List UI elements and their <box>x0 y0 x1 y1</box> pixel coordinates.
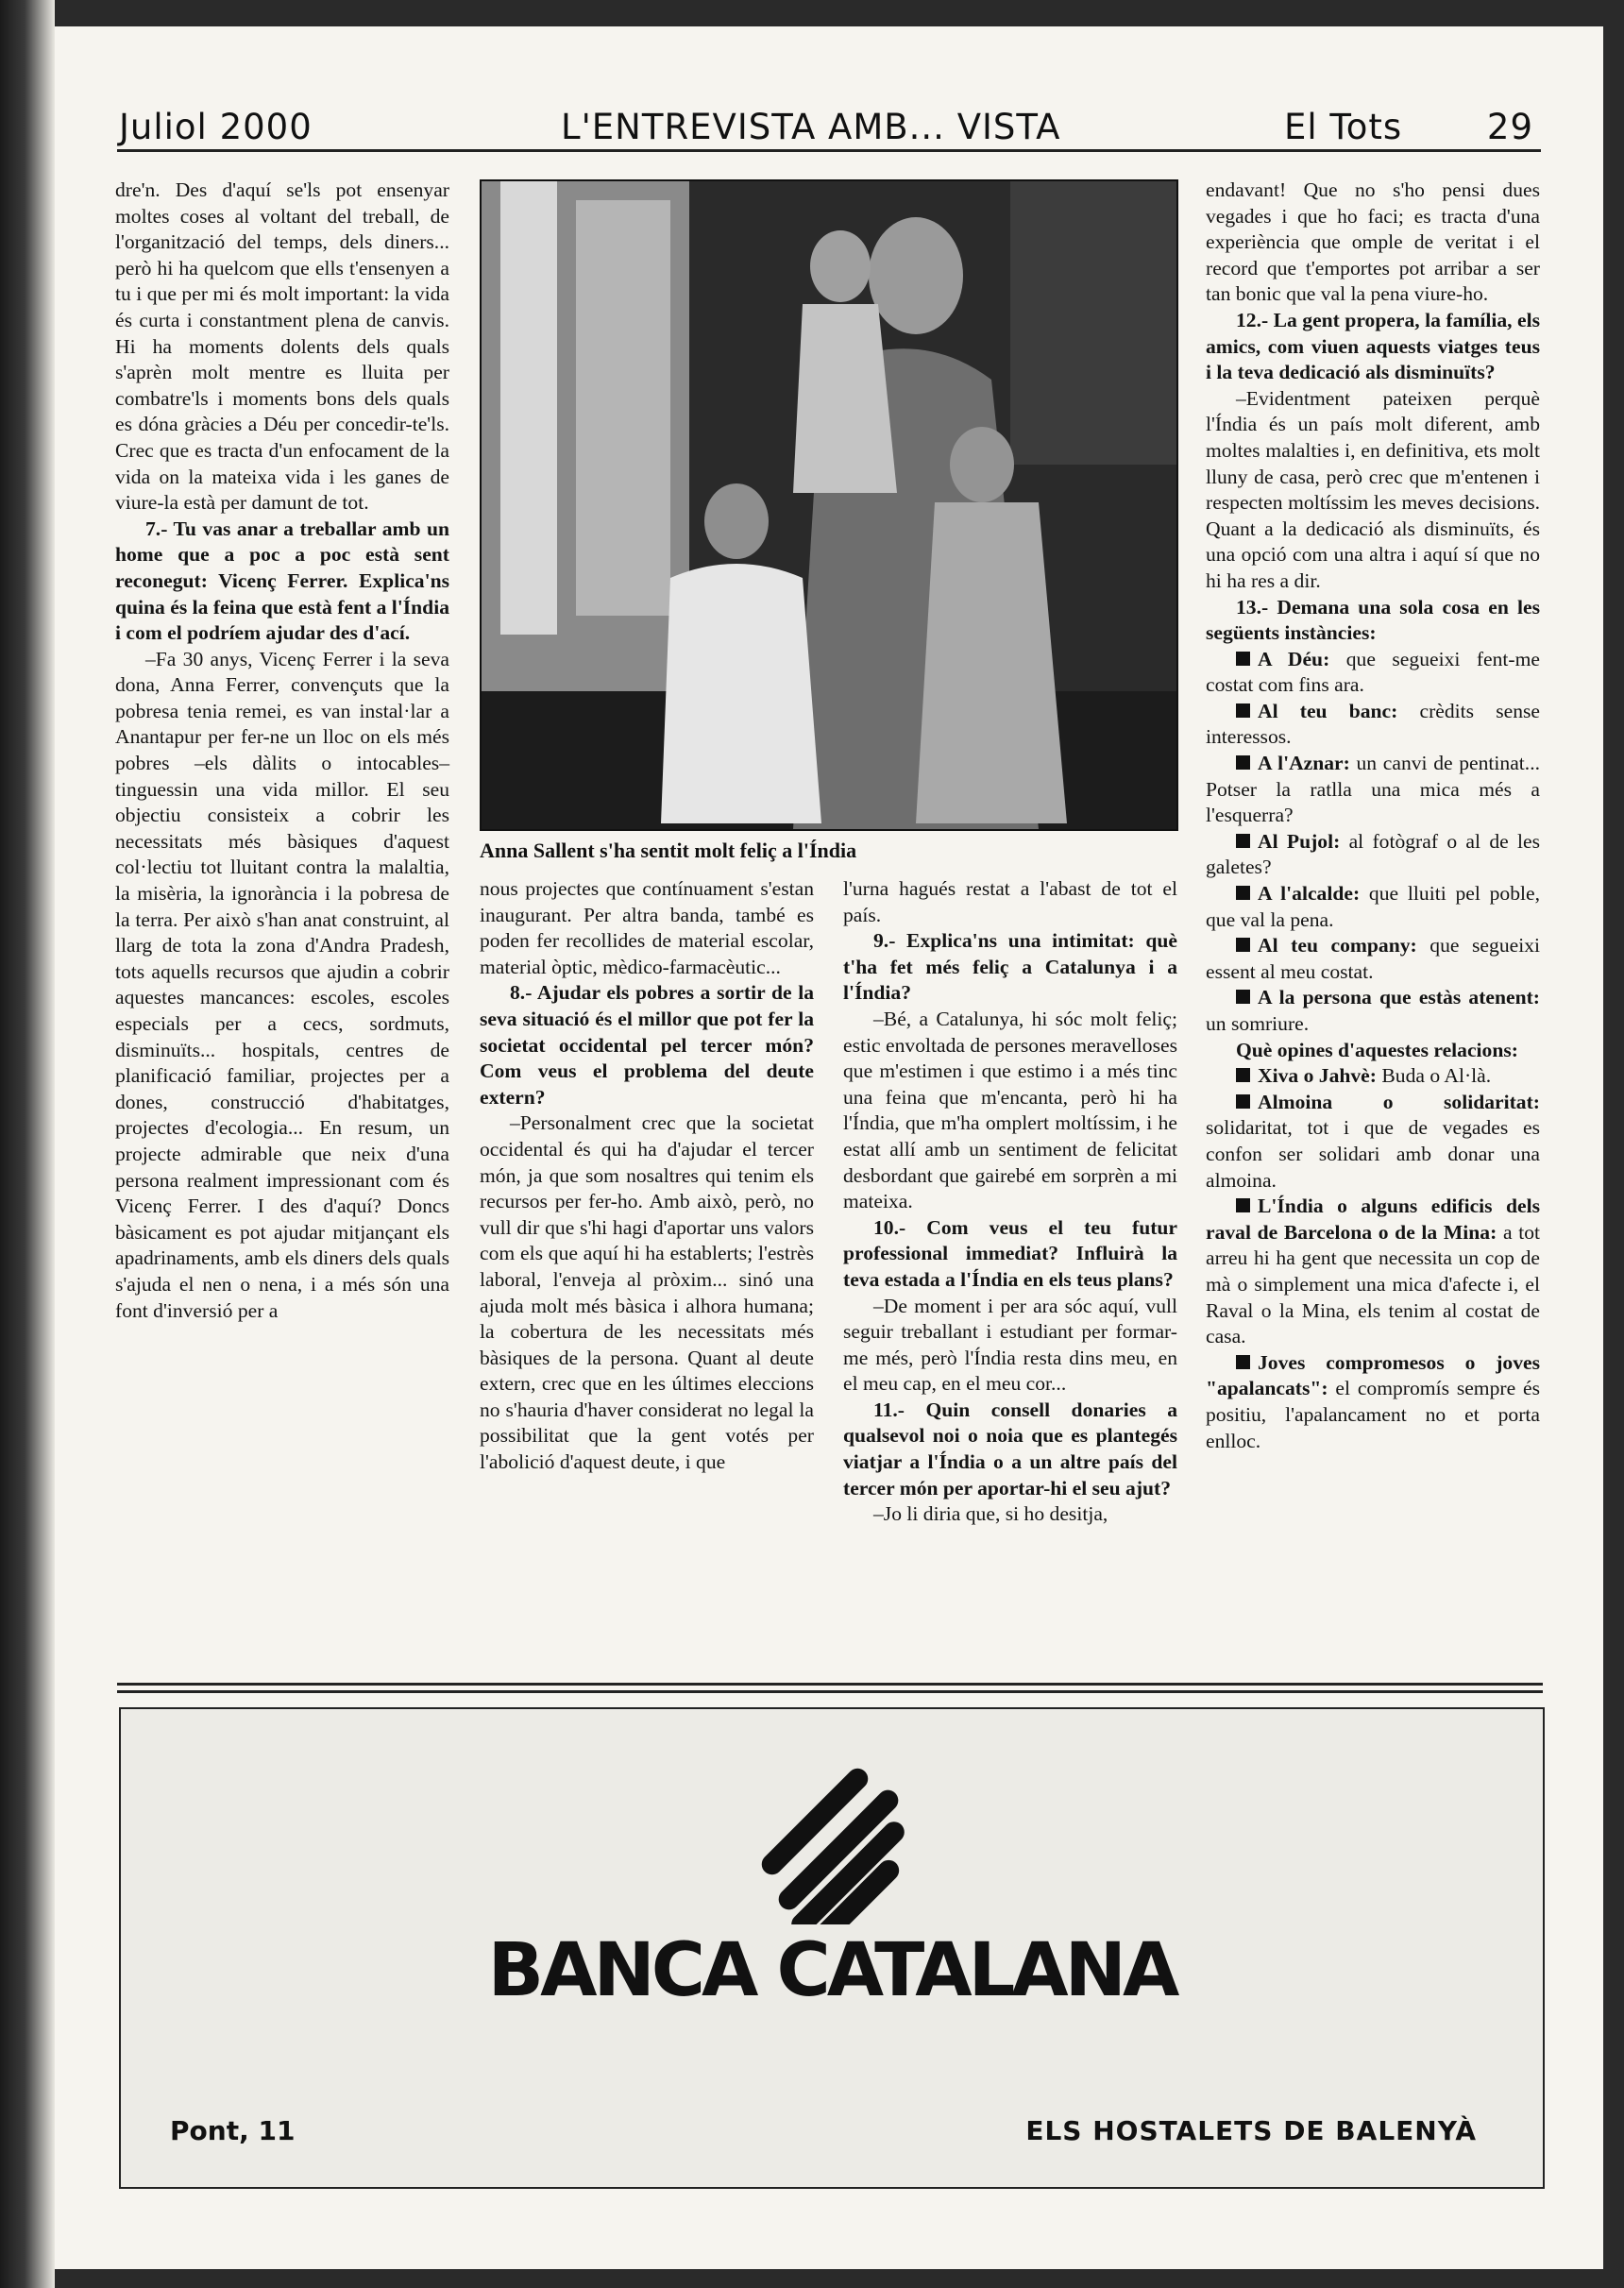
bullet-square-icon <box>1236 703 1250 718</box>
article-column-2 <box>480 876 814 1476</box>
article-column-4 <box>1206 178 1540 1454</box>
paragraph: l'urna hagués restat a l'abast de tot el país. <box>843 877 1177 926</box>
interview-question: 7.- Tu vas anar a treballar amb un home que a poc a poc està sent reconegut: Vicenç Ferrer. Explica'ns quina és la feina que està fent a l'Índia i com el podríem ajudar des d'ací. <box>115 517 449 645</box>
header-page-number: 29 <box>1486 107 1533 147</box>
item-label: Joves compromesos o joves "apalancats": <box>1206 1350 1540 1400</box>
item-label: A l'Aznar: <box>1258 752 1350 775</box>
answer-item <box>1206 933 1540 985</box>
item-text: un somriure. <box>1206 1012 1310 1035</box>
paragraph: –Personalment crec que la societat occidental és qui ha d'ajudar el tercer món, ja que som nosaltres qui tenim els recursos per fer-ho. Amb això, però, no vull dir que s'hi hagi d'aportar uns valors com els que aquí hi ha establerts; l'estrès laboral, l'enveja al pròxim... sinó una ajuda molt més bàsica i alhora humana; la cobertura de les necessitats més bàsiques de la persona. Quant al deute extern, crec que en les últimes eleccions no s'hauria d'haver considerat no legal la possibilitat que la gent votés per l'abolició d'aquest deute, i que <box>480 1111 814 1474</box>
paragraph: –Fa 30 anys, Vicenç Ferrer i la seva dona, Anna Ferrer, convençuts que la pobresa tenia remei, es van instal·lar a Anantapur per fer-ne un lloc on els més pobres –els dàlits o intocables– tinguessin una vida millor. El seu objectiu consisteix a cobrir les necessitats més bàsiques d'aquest col·lectiu tot lluitant contra la malaltia, la misèria, la ignorància i la pobresa de la terra. Per això s'han anat construint, al llarg de tota la zona d'Andra Pradesh, tots aquells recursos que ajudin a cobrir aquestes mancances: escoles, escoles especials per a cecs, sordmuts, disminuïts... hospitals, centres de planificació familiar, projectes per a dones, construcció d'habitatges, projectes d'ecologia... En resum, un projecte admirable que neix d'una persona realment impressionant com és Vicenç Ferrer. I des d'aquí? Doncs bàsicament es pot ajudar mitjançant els apadrinaments, amb els diners dels quals s'ajuda el nen o nena, i a més són una font d'inversió per a <box>115 647 449 1322</box>
photo-caption: Anna Sallent s'ha sentit molt feliç a l'Índia <box>480 839 857 862</box>
ad-town: ELS HOSTALETS DE BALENYÀ <box>1025 2115 1477 2146</box>
interview-question: 13.- Demana una sola cosa en les següents instàncies: <box>1206 595 1540 645</box>
answer-item <box>1206 751 1540 829</box>
bullet-square-icon <box>1236 834 1250 848</box>
item-text: que segueixi essent al meu costat. <box>1206 934 1540 983</box>
photo-illustration <box>482 181 1176 829</box>
article-column-3 <box>843 876 1177 1528</box>
interview-question: 12.- La gent propera, la família, els amics, com viuen aquests viatges teus i la teva dedicació als disminuïts? <box>1206 308 1540 384</box>
paragraph: endavant! Que no s'ho pensi dues vegades i que ho faci; es tracta d'una experiència que omple de veritat i el record que t'emportes pot arribar a ser tan bonic que val la pena viure-ho. <box>1206 178 1540 306</box>
binding-edge <box>0 0 55 2288</box>
item-label: Almoina o solidaritat: <box>1258 1090 1540 1113</box>
bullet-square-icon <box>1236 886 1250 900</box>
item-text: crèdits sense interessos. <box>1206 699 1540 749</box>
answer-item <box>1206 647 1540 699</box>
item-label: L'Índia o alguns edificis dels raval de Barcelona o de la Mina: <box>1206 1195 1540 1244</box>
interview-question: 9.- Explica'ns una intimitat: què t'ha fet més feliç a Catalunya i a l'Índia? <box>843 929 1177 1005</box>
interview-question: 8.- Ajudar els pobres a sortir de la seva situació és el millor que pot fer la societat occidental pel tercer món? Com veus el problema del deute extern? <box>480 981 814 1109</box>
answer-item <box>1206 1063 1540 1090</box>
bullet-square-icon <box>1236 1068 1250 1082</box>
item-label: Al teu banc: <box>1258 699 1398 722</box>
paragraph: –Bé, a Catalunya, hi sóc molt feliç; estic envoltada de persones meravelloses que m'estimen i que estimo i a més tinc una feina que m'encanta, però hi ha l'Índia, que m'ha omplert moltíssim, i he estat allí amb un sentiment de felicitat desbordant que gairebé em sorprèn a mi mateixa. <box>843 1007 1177 1213</box>
ad-address: Pont, 11 <box>170 2115 296 2146</box>
paragraph: dre'n. Des d'aquí se'ls pot ensenyar moltes coses al voltant del treball, de l'organització del temps, dels diners... però hi ha quelcom que ells t'ensenyen a tu i que per mi és molt important: la vida és curta i constantment plena de canvis. Hi ha moments dolents dels quals s'aprèn molt mentre es lluita per combatre'ls i moments bons dels quals es dóna gràcies a Déu per concedir-te'ls. Crec que es tracta d'un enfocament de la vida on la mateixa vida i les ganes de viure-la està per damunt de tot. <box>115 178 449 515</box>
interview-question: 10.- Com veus el teu futur professional immediat? Influirà la teva estada a l'Índia en els teus plans? <box>843 1215 1177 1291</box>
header-section-title: L'ENTREVISTA AMB... VISTA <box>561 107 1061 147</box>
item-label: Al teu company: <box>1258 934 1417 958</box>
item-label: Al Pujol: <box>1258 829 1341 853</box>
article-column-1 <box>115 178 449 1324</box>
item-label: A l'alcalde: <box>1258 882 1361 906</box>
interview-question: Què opines d'aquestes relacions: <box>1236 1038 1518 1061</box>
item-label: A la persona que estàs atenent: <box>1258 986 1540 1009</box>
bullet-square-icon <box>1236 1094 1250 1109</box>
interview-question: 11.- Quin consell donaries a qualsevol noi o noia que es plantegés viatjar a l'Índia o a un altre país del tercer món per aportar-hi el seu ajut? <box>843 1398 1177 1500</box>
bank-name: BANCA CATALANA <box>487 1928 1176 2013</box>
bullet-square-icon <box>1236 755 1250 770</box>
bullet-square-icon <box>1236 652 1250 666</box>
paragraph: –De moment i per ara sóc aquí, vull seguir treballant i estudiant per formar-me més, però l'Índia resta dins meu, en el meu cap, en el meu cor... <box>843 1294 1177 1396</box>
bullet-square-icon <box>1236 990 1250 1004</box>
item-text: un canvi de pentinat... Potser la ratlla una mica més a l'esquerra? <box>1206 752 1541 827</box>
item-text: a tot arreu hi ha gent que necessita un cop de mà o simplement una mica d'afecte i, el Raval o la Mina, els tenim al costat de casa. <box>1206 1220 1540 1348</box>
bullet-square-icon <box>1236 938 1250 952</box>
paragraph: nous projectes que contínuament s'estan inaugurant. Per altra banda, també es poden fer recollides de material escolar, material òptic, mèdico-farmacèutic... <box>480 877 814 978</box>
item-text: Buda o Al·là. <box>1376 1064 1492 1088</box>
answer-item <box>1206 881 1540 933</box>
item-label: A Déu: <box>1258 647 1330 670</box>
item-text: solidaritat, tot i que de vegades es confon ser solidari amb donar una almoina. <box>1206 1116 1540 1192</box>
answer-item <box>1206 829 1540 881</box>
article-photo <box>480 179 1178 831</box>
item-text: el compromís sempre és positiu, l'apalancament no et porta enlloc. <box>1206 1377 1540 1452</box>
advertisement <box>119 1707 1545 2189</box>
header-publication: El Tots <box>1284 107 1403 147</box>
bullet-square-icon <box>1236 1355 1250 1369</box>
header-date: Juliol 2000 <box>119 107 313 147</box>
bullet-square-icon <box>1236 1198 1250 1212</box>
item-text: que segueixi fent-me costat com fins ara. <box>1206 647 1540 697</box>
item-label: Xiva o Jahvè: <box>1258 1064 1377 1088</box>
answer-item <box>1206 1090 1540 1194</box>
answer-item <box>1206 699 1540 751</box>
answer-item <box>1206 985 1540 1037</box>
page-header <box>117 104 1541 152</box>
section-divider-bottom <box>117 1690 1543 1693</box>
section-divider-top <box>117 1683 1543 1686</box>
paragraph: –Jo li diria que, si ho desitja, <box>873 1502 1108 1526</box>
bank-logo-icon <box>753 1764 914 1924</box>
answer-item <box>1206 1350 1540 1454</box>
answer-item <box>1206 1194 1540 1350</box>
item-text: que lluiti pel poble, que val la pena. <box>1206 882 1541 931</box>
item-text: al fotògraf o al de les galetes? <box>1206 829 1540 879</box>
paragraph: –Evidentment pateixen perquè l'Índia és un país molt diferent, amb moltes malalties i, en definitiva, ets molt lluny de casa, però crec que m'entenen i respecten moltíssim les meves decisions. Quant a la dedicació als disminuïts, és una opció com una altra i aquí sí que no hi ha res a dir. <box>1206 386 1540 592</box>
